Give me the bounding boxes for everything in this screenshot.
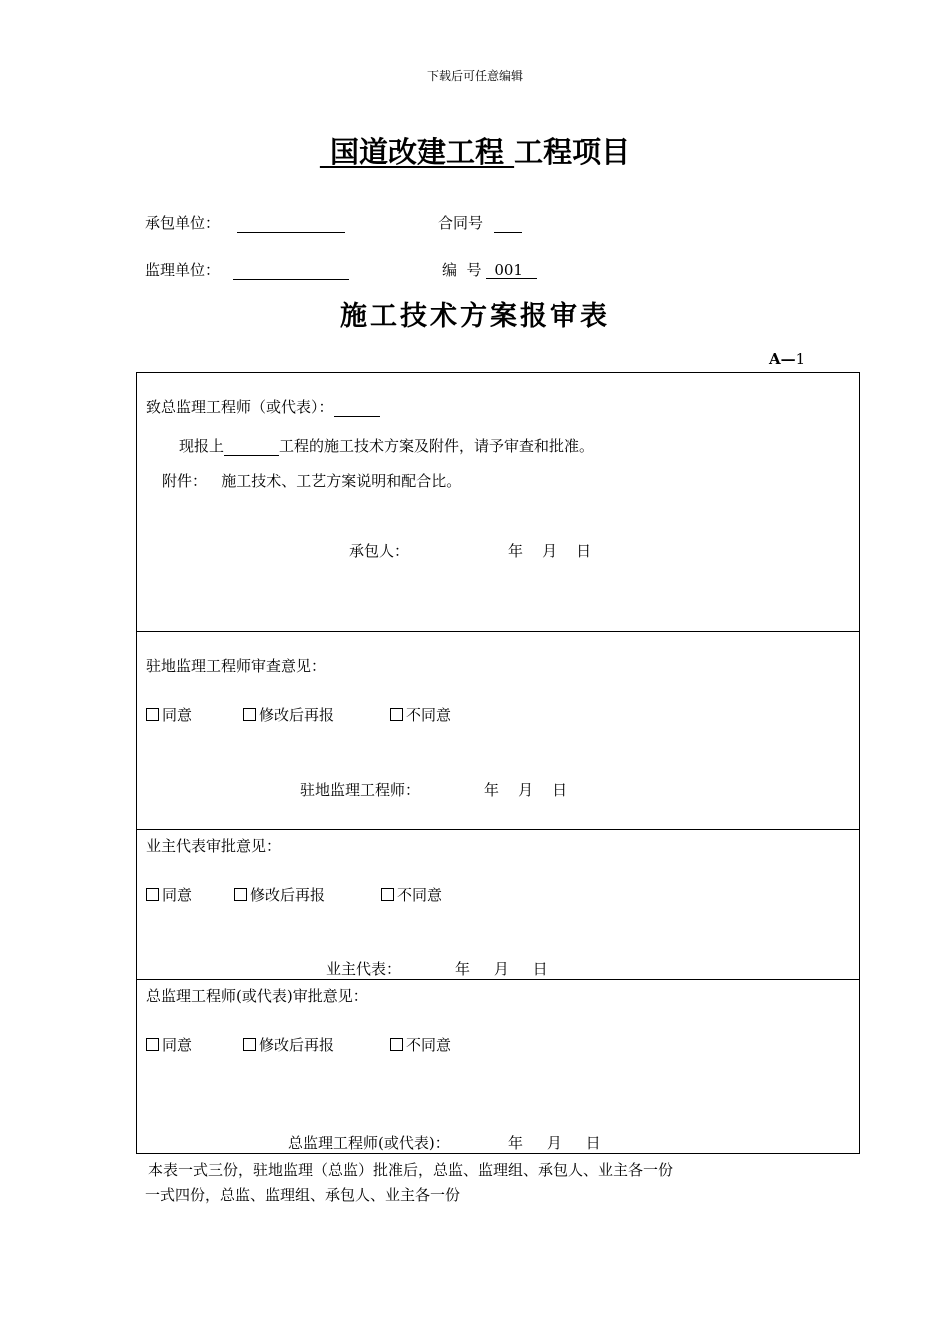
- chief-engineer-heading: 总监理工程师(或代表)审批意见：: [146, 987, 368, 1005]
- addressee-blank[interactable]: [334, 400, 380, 417]
- owner-opt-disagree[interactable]: 不同意: [381, 884, 442, 905]
- contractor-blank[interactable]: [237, 216, 345, 233]
- header-note: 下载后可任意编辑: [426, 69, 523, 83]
- resident-opt-agree[interactable]: 同意: [146, 704, 192, 725]
- checkbox[interactable]: [390, 708, 403, 721]
- contractor-field: [145, 212, 345, 233]
- submission-pre: 现报上: [179, 437, 225, 455]
- checkbox[interactable]: [381, 888, 394, 901]
- supervisor-label: 监理单位：: [145, 261, 221, 279]
- project-title-underlined: 国道改建工程: [329, 135, 504, 169]
- owner-opt-agree[interactable]: 同意: [146, 884, 192, 905]
- row-divider: [137, 631, 859, 632]
- resident-sign-label: 驻地监理工程师：: [300, 781, 421, 799]
- checkbox[interactable]: [234, 888, 247, 901]
- checkbox[interactable]: [390, 1038, 403, 1051]
- resident-opt-disagree[interactable]: 不同意: [390, 704, 451, 725]
- chief-opt-revise[interactable]: 修改后再报: [243, 1034, 334, 1055]
- serial-field: [442, 259, 537, 280]
- contractor-sign-date: 年 月 日: [508, 542, 592, 560]
- supervisor-blank[interactable]: [233, 263, 349, 280]
- chief-sign-label: 总监理工程师(或代表)：: [288, 1134, 450, 1152]
- row-divider: [137, 979, 859, 980]
- form-number-value: 1: [795, 350, 806, 368]
- review-table: [136, 372, 860, 1154]
- contractor-sign-label: 承包人：: [349, 542, 410, 560]
- checkbox[interactable]: [146, 888, 159, 901]
- owner-rep-heading: 业主代表审批意见：: [146, 837, 282, 855]
- checkbox[interactable]: [146, 708, 159, 721]
- form-number-prefix: A—: [769, 350, 796, 368]
- resident-engineer-heading: 驻地监理工程师审查意见：: [146, 657, 327, 675]
- contract-no-blank[interactable]: [494, 216, 522, 233]
- project-title: [0, 130, 950, 171]
- project-blank[interactable]: [224, 439, 279, 456]
- owner-sign-date: 年 月 日: [455, 960, 548, 978]
- row-divider: [137, 829, 859, 830]
- form-number: [769, 350, 805, 368]
- contract-no-field: [438, 212, 522, 233]
- attachment-line: 附件： 施工技术、工艺方案说明和配合比。: [162, 472, 462, 490]
- chief-opt-disagree[interactable]: 不同意: [390, 1034, 451, 1055]
- resident-opt-revise[interactable]: 修改后再报: [243, 704, 334, 725]
- supervisor-field: [145, 259, 349, 280]
- chief-sign-date: 年 月 日: [508, 1134, 601, 1152]
- chief-opt-agree[interactable]: 同意: [146, 1034, 192, 1055]
- project-title-rest: 工程项目: [514, 135, 631, 169]
- checkbox[interactable]: [146, 1038, 159, 1051]
- resident-sign-date: 年 月 日: [484, 781, 568, 799]
- owner-opt-revise[interactable]: 修改后再报: [234, 884, 325, 905]
- form-title: 施工技术方案报审表: [340, 301, 610, 332]
- submission-post: 工程的施工技术方案及附件，请予审查和批准。: [279, 437, 595, 455]
- footer-note-2: 一式四份，总监、监理组、承包人、业主各一份: [145, 1186, 461, 1204]
- serial-label: 编 号: [442, 261, 482, 279]
- owner-sign-label: 业主代表：: [326, 960, 402, 978]
- addressee-line: [146, 396, 380, 417]
- checkbox[interactable]: [243, 1038, 256, 1051]
- contractor-label: 承包单位：: [145, 214, 221, 232]
- contract-no-label: 合同号: [438, 214, 484, 232]
- addressee-label: 致总监理工程师（或代表）：: [146, 398, 334, 416]
- footer-note-1: 本表一式三份，驻地监理（总监）批准后，总监、监理组、承包人、业主各一份: [148, 1161, 674, 1179]
- serial-value[interactable]: 001: [486, 262, 537, 279]
- checkbox[interactable]: [243, 708, 256, 721]
- submission-line: [179, 435, 594, 456]
